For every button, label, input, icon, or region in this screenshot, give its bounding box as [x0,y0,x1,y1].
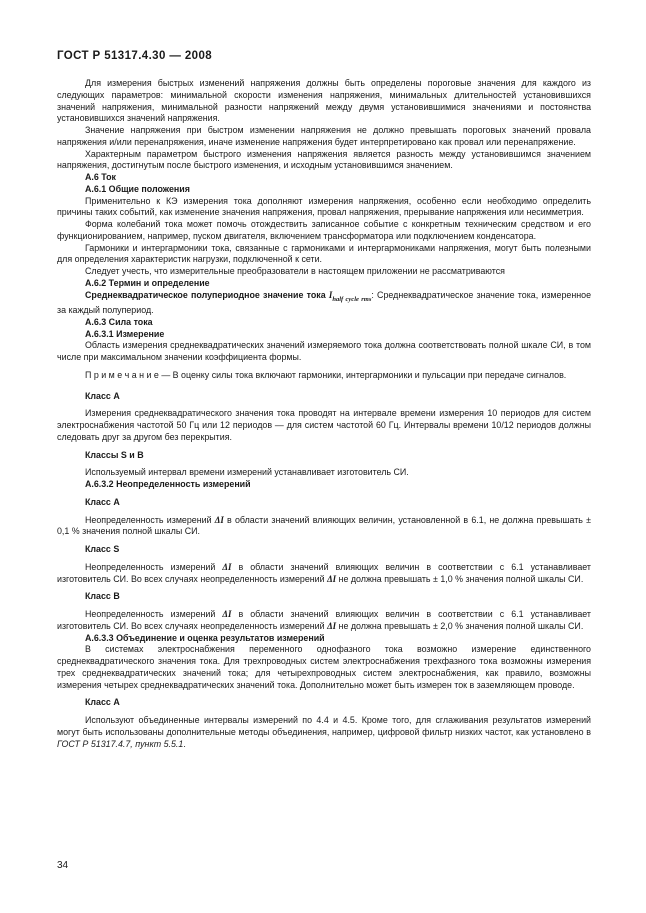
class-heading-a: Класс А [85,496,120,507]
class-heading-a: Класс А [85,697,120,708]
page-number: 34 [57,860,69,871]
section-heading-a6-3-2: А.6.3.2 Неопределенность измерений [85,479,251,490]
definition: Среднеквадратическое полупериодное значение тока $I_{half cycle rms}$: Среднеквадратическое значение тока, измеренное за каждый полупериод. [57,289,592,316]
paragraph: Для измерения быстрых изменений напряжения должны быть определены пороговые значения для каждого из следующих параметров: минимальной скорости изменения напряжения, минимальных длительностей установившихся значений напряжения, минимальной разности напряжений между двумя установившимися значениями и постоянства установившихся значений напряжения. [57,78,591,124]
paragraph: В системах электроснабжения переменного однофазного тока возможно измерение единственного среднеквадратического значения тока. Для трехпроводных систем электроснабжения трехфазного тока возможны измерения трех среднеквадратических значений тока; для четырехпроводных систем электроснабжения, как правило, возможны измерения четырех среднеквадратических значений тока. Дополнительно может быть измерен ток в заземляющем проводе. [57,644,591,690]
page-body [57,78,591,750]
paragraph: Гармоники и интергармоники тока, связанные с гармониками и интергармониками напряжения, могут быть полезными для определения характеристик нагрузки, подключенной к сети. [57,242,591,265]
paragraph: Используют объединенные интервалы измерений по 4.4 и 4.5. Кроме того, для сглаживания результатов измерений могут быть использованы дополнительные методы объединения, например, цифровой фильтр низких частот, как установлено в ГОСТ Р 51317.4.7, пункт 5.5.1. [57,715,591,749]
standard-reference: ГОСТ Р 51317.4.7, пункт 5.5.1 [57,738,184,749]
class-heading-s-b: Классы S и B [85,449,144,460]
note: П р и м е ч а н и е — В оценку силы тока включают гармоники, интергармоники и пульсации при передаче сигналов. [85,369,567,380]
document-header: ГОСТ Р 51317.4.30 — 2008 [57,50,213,62]
paragraph: Область измерения среднеквадратических значений измеряемого тока должна соответствовать полной шкале СИ, в том числе при максимальном значении коэффициента формы. [57,340,591,363]
paragraph: Форма колебаний тока может помочь отождествить записанное событие с конкретным техническим средством и его функционированием, например, пуском двигателя, включением трансформатора или подключением конденсатора. [57,219,591,241]
paragraph: Неопределенность измерений ΔI в области значений влияющих величин в соответствии с 6.1 устанавливает изготовитель СИ. Во всех случаях неопределенность измерений ΔI не должна превышать ± 1,0 % значения полной шкалы СИ. [57,561,591,584]
definition-term: Среднеквадратическое полупериодное значение тока [85,289,326,300]
paragraph: Характерным параметром быстрого изменения напряжения является разность между установившимся значением напряжения, достигнутым после быстрого изменения, и исходным установившимся значением. [57,148,591,171]
section-heading-a6-3-1: А.6.3.1 Измерение [85,328,165,339]
class-heading-b: Класс В [85,591,120,602]
paragraph: Неопределенность измерений ΔI в области значений влияющих величин в соответствии с 6.1 устанавливает изготовитель СИ. Во всех случаях неопределенность измерений ΔI не должна превышать ± 2,0 % значения полной шкалы СИ. [57,609,591,631]
class-heading-a: Класс А [85,390,120,401]
current-symbol: $I_{half cycle rms}$ [328,289,372,303]
paragraph: Неопределенность измерений ΔI в области значений влияющих величин, установленной в 6.1, не должна превышать ± 0,1 % значения полной шкалы СИ. [57,514,591,537]
section-heading-a6-1: А.6.1 Общие положения [85,183,190,194]
note-label: П р и м е ч а н и е [85,369,159,380]
paragraph: Значение напряжения при быстром изменении напряжения не должно превышать пороговых значений провала напряжения и/или перенапряжения, иначе изменение напряжения будет интерпретировано как провал или перенапряжение. [57,125,591,147]
section-heading-a6: А.6 Ток [85,172,117,182]
paragraph: Измерения среднеквадратического значения тока проводят на интервале времени измерения 10 периодов для систем электроснабжения частотой 50 Гц или 12 периодов — для систем частотой 60 Гц. Интервалы времени 10/12 периодов должны следовать друг за другом без перекрытия. [57,408,591,442]
paragraph: Используемый интервал времени измерений устанавливает изготовитель СИ. [85,467,409,478]
paragraph: Следует учесть, что измерительные преобразователи в настоящем приложении не рассматриваются [85,266,505,276]
section-heading-a6-3-3: А.6.3.3 Объединение и оценка результатов измерений [85,632,325,643]
class-heading-s: Класс S [85,544,120,555]
section-heading-a6-2: А.6.2 Термин и определение [85,277,210,288]
section-heading-a6-3: А.6.3 Сила тока [85,316,153,327]
paragraph: Применительно к КЭ измерения тока дополняют измерения напряжения, особенно если необходимо определить причины таких событий, как изменение значения напряжения, провал напряжения, прерывание напряжения или несимметрия. [57,195,591,218]
